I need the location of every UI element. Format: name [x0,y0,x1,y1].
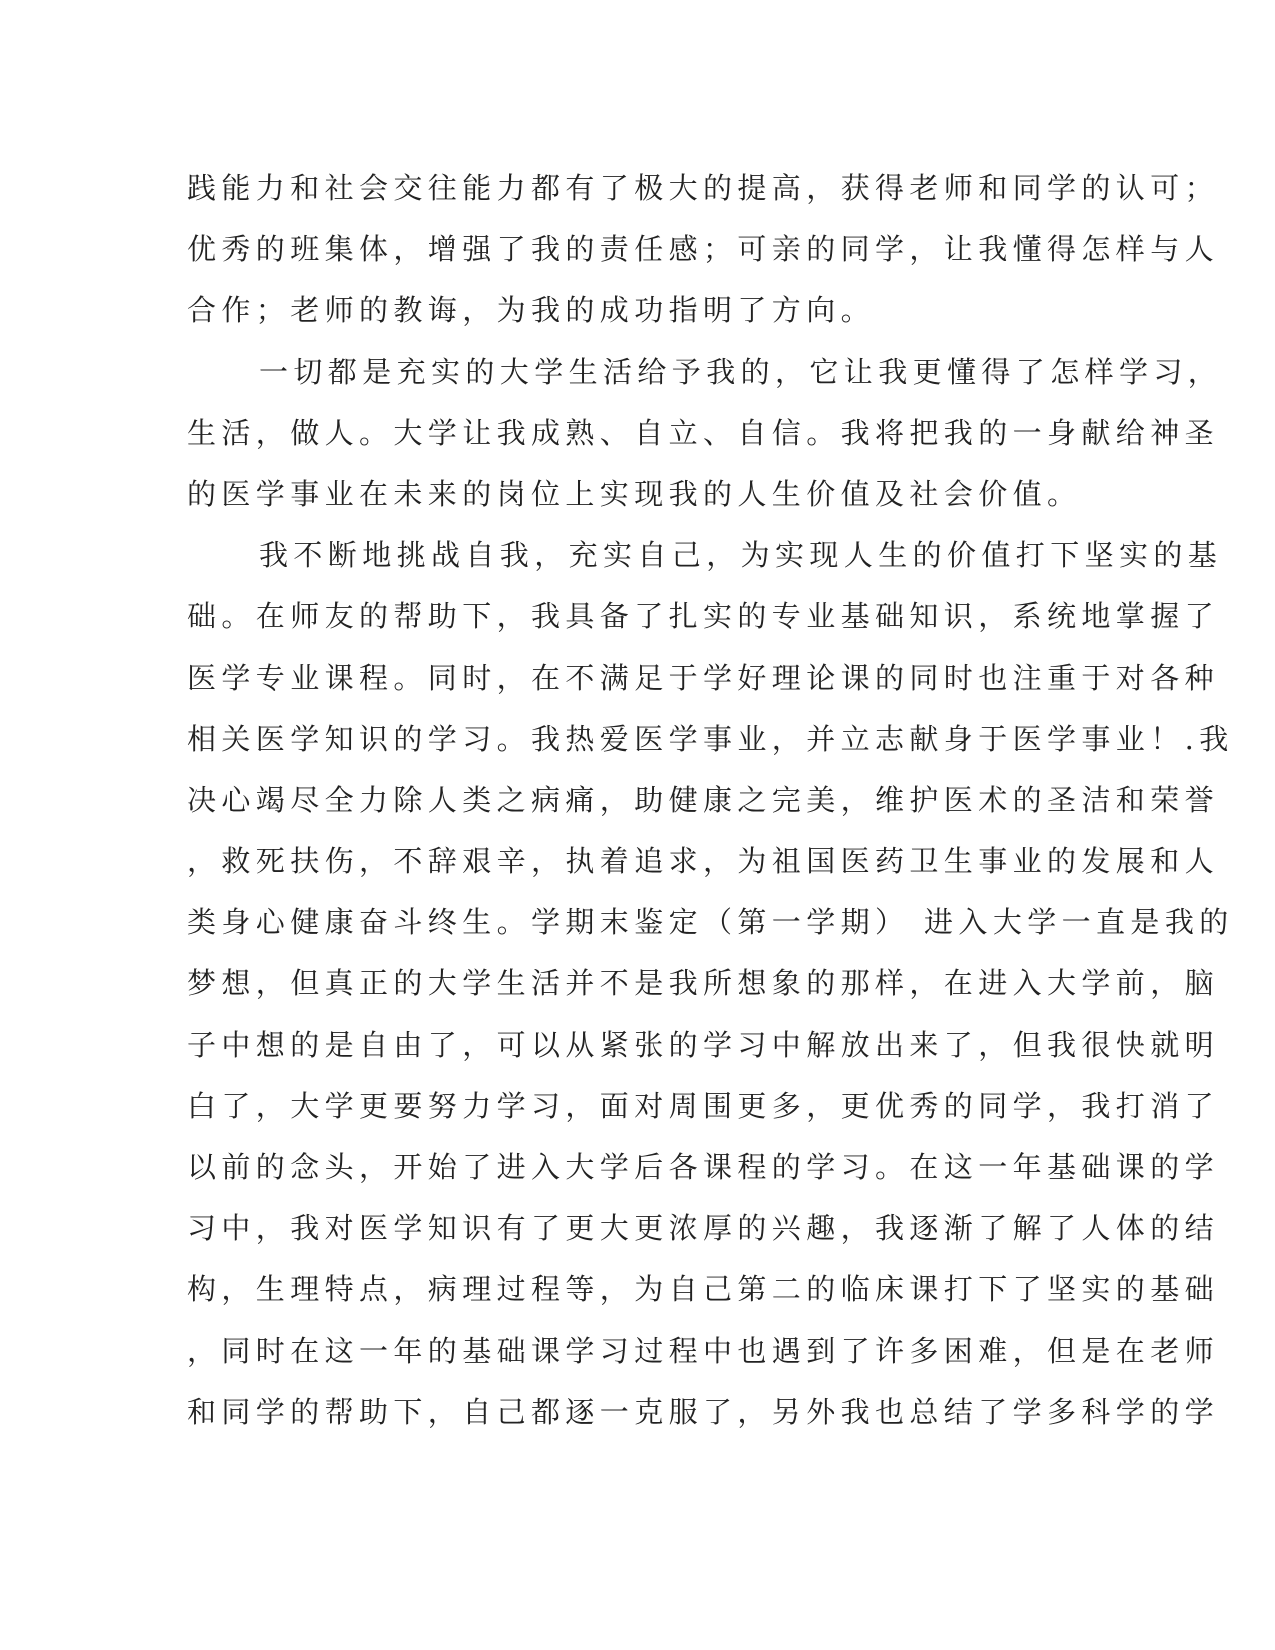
text-line: 的医学事业在未来的岗位上实现我的人生价值及社会价值。 [187,476,1082,511]
text-line: 医学专业课程。同时，在不满足于学好理论课的同时也注重于对各种 [187,660,1220,695]
text-line: ，救死扶伤，不辞艰辛，执着追求，为祖国医药卫生事业的发展和人 [187,844,1220,879]
text-line: 以前的念头，开始了进入大学后各课程的学习。在这一年基础课的学 [187,1150,1220,1184]
text-line: 子中想的是自由了，可以从紧张的学习中解放出来了，但我很快就明 [187,1027,1220,1062]
text-line: 决心竭尽全力除人类之病痛，助健康之完美，维护医术的圣洁和荣誉 [187,782,1220,817]
text-line: 优秀的班集体，增强了我的责任感；可亲的同学，让我懂得怎样与人 [187,232,1220,267]
body-text [187,158,1234,1443]
text-line: 践能力和社会交往能力都有了极大的提高，获得老师和同学的认可； [187,171,1220,205]
paragraph-start-line: 一切都是充实的大学生活给予我的，它让我更懂得了怎样学习， [259,354,1223,389]
text-line: 相关医学知识的学习。我热爱医学事业，并立志献身于医学事业！.我 [187,721,1234,756]
text-line: 构，生理特点，病理过程等，为自己第二的临床课打下了坚实的基础 [187,1272,1220,1307]
text-line: 白了，大学更要努力学习，面对周围更多，更优秀的同学，我打消了 [187,1088,1220,1123]
text-line: 类身心健康奋斗终生。学期末鉴定（第一学期） 进入大学一直是我的 [187,905,1234,940]
text-line: 和同学的帮助下，自己都逐一克服了，另外我也总结了学多科学的学 [187,1394,1220,1429]
text-line: 础。在师友的帮助下，我具备了扎实的专业基础知识，系统地掌握了 [187,599,1220,634]
text-line: 习中，我对医学知识有了更大更浓厚的兴趣，我逐渐了解了人体的结 [187,1211,1220,1246]
paragraph-start-line: 我不断地挑战自我，充实自己，为实现人生的价值打下坚实的基 [259,538,1223,573]
text-line: 合作；老师的教诲，为我的成功指明了方向。 [187,293,876,328]
text-line: 梦想，但真正的大学生活并不是我所想象的那样，在进入大学前，脑 [187,966,1220,1001]
text-line: ，同时在这一年的基础课学习过程中也遇到了许多困难，但是在老师 [187,1333,1220,1368]
text-line: 生活，做人。大学让我成熟、自立、自信。我将把我的一身献给神圣 [187,415,1220,450]
